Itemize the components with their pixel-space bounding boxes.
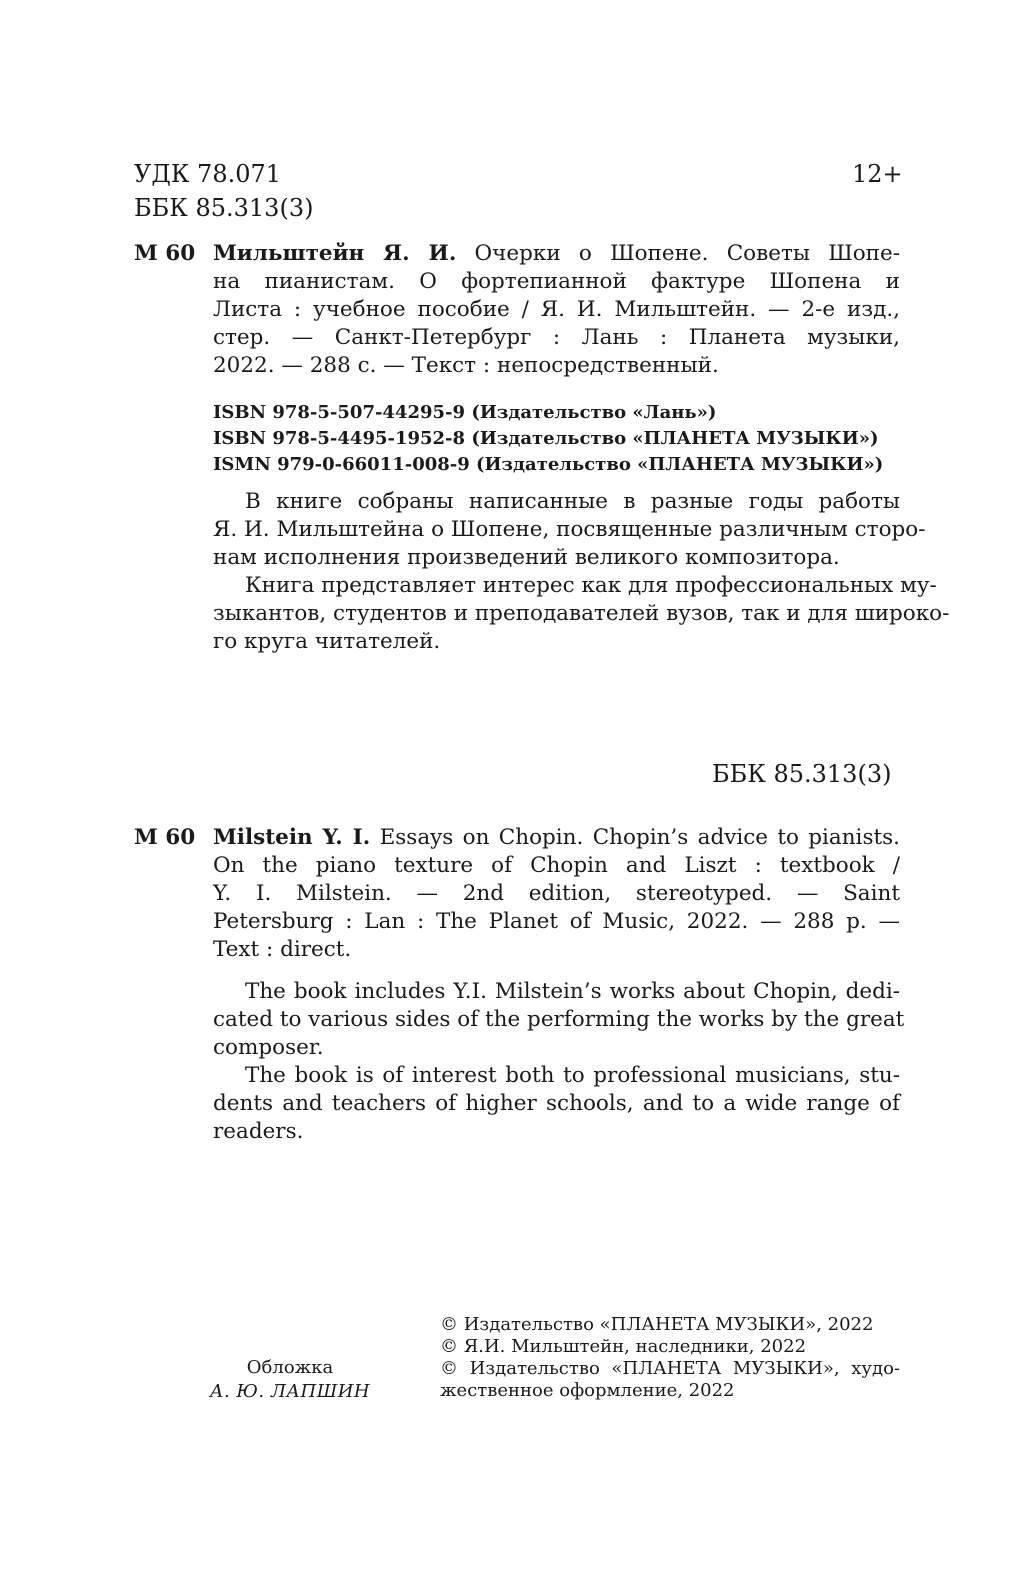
ru-entry-line-5: 2022. — 288 с. — Текст : непосредственный. — [213, 353, 719, 378]
en-annotation-p1-line-2: cated to various sides of the performing the works by the great — [213, 1007, 905, 1032]
author-mark-ru: М 60 — [134, 241, 196, 266]
en-annotation-p2-line-3: readers. — [213, 1119, 304, 1144]
copyright-line-1: © Издательство «ПЛАНЕТА МУЗЫКИ», 2022 — [440, 1314, 874, 1335]
en-annotation-p1-line-3: composer. — [213, 1035, 324, 1060]
en-entry-line-5: Text : direct. — [213, 937, 352, 962]
en-entry-line-3: Y. I. Milstein. — 2nd edition, stereotyped. — Saint — [213, 881, 900, 906]
en-annotation-p1-line-1: The book includes Y.I. Milstein’s works about Chopin, dedi- — [245, 979, 900, 1004]
ru-annotation-p2-line-3: го круга читателей. — [213, 629, 441, 654]
ru-annotation-p1-line-3: нам исполнения произведений великого композитора. — [213, 545, 840, 570]
ru-annotation-p1-line-2: Я. И. Мильштейна о Шопене, посвященные различным сторо- — [213, 517, 926, 542]
copyright-line-4: жественное оформление, 2022 — [440, 1380, 735, 1401]
isbn-lan: ISBN 978-5-507-44295-9 (Издательство «Лань») — [213, 402, 717, 423]
ru-entry-line-3: Листа : учебное пособие / Я. И. Мильштейн. — 2-е изд., — [213, 297, 900, 322]
ru-annotation-p2-line-1: Книга представляет интерес как для профессиональных му- — [245, 573, 937, 598]
isbn-planeta: ISBN 978-5-4495-1952-8 (Издательство «ПЛАНЕТА МУЗЫКИ») — [213, 428, 879, 449]
cover-label: Обложка — [246, 1357, 334, 1378]
author-mark-en: M 60 — [134, 825, 196, 850]
udk-code: УДК 78.071 — [134, 160, 282, 188]
ismn-planeta: ISMN 979-0-66011-008-9 (Издательство «ПЛАНЕТА МУЗЫКИ») — [213, 454, 884, 475]
age-rating: 12+ — [852, 160, 903, 188]
ru-author-name: Мильштейн Я. И. — [213, 241, 457, 266]
ru-entry-line-2: на пианистам. О фортепианной фактуре Шопена и — [213, 269, 900, 294]
ru-entry-line-1-rest: Очерки о Шопене. Советы Шопе- — [456, 241, 900, 266]
cover-author: А. Ю. ЛАПШИН — [209, 1381, 371, 1402]
en-annotation-p2-line-2: dents and teachers of higher schools, and to a wide range of — [213, 1091, 900, 1116]
en-annotation-p2-line-1: The book is of interest both to professional musicians, stu- — [245, 1063, 900, 1088]
en-entry-line-1-rest: Essays on Chopin. Chopin’s advice to pianists. — [370, 825, 900, 850]
copyright-line-3: © Издательство «ПЛАНЕТА МУЗЫКИ», худо- — [440, 1358, 900, 1379]
en-entry-line-4: Petersburg : Lan : The Planet of Music, 2022. — 288 p. — — [213, 909, 900, 934]
en-entry-line-1 — [213, 824, 900, 852]
bbk-code: ББК 85.313(3) — [134, 194, 314, 222]
en-author-name: Milstein Y. I. — [213, 825, 371, 850]
ru-annotation-p1-line-1: В книге собраны написанные в разные годы работы — [245, 489, 900, 514]
bbk-code-repeat: ББК 85.313(3) — [712, 760, 892, 788]
ru-entry-line-1 — [213, 240, 900, 268]
copyright-line-2: © Я.И. Мильштейн, наследники, 2022 — [440, 1336, 807, 1357]
en-entry-line-2: On the piano texture of Chopin and Liszt : textbook / — [213, 853, 900, 878]
ru-entry-line-4: стер. — Санкт-Петербург : Лань : Планета музыки, — [213, 325, 900, 350]
ru-annotation-p2-line-2: зыкантов, студентов и преподавателей вузов, так и для широко- — [213, 601, 950, 626]
